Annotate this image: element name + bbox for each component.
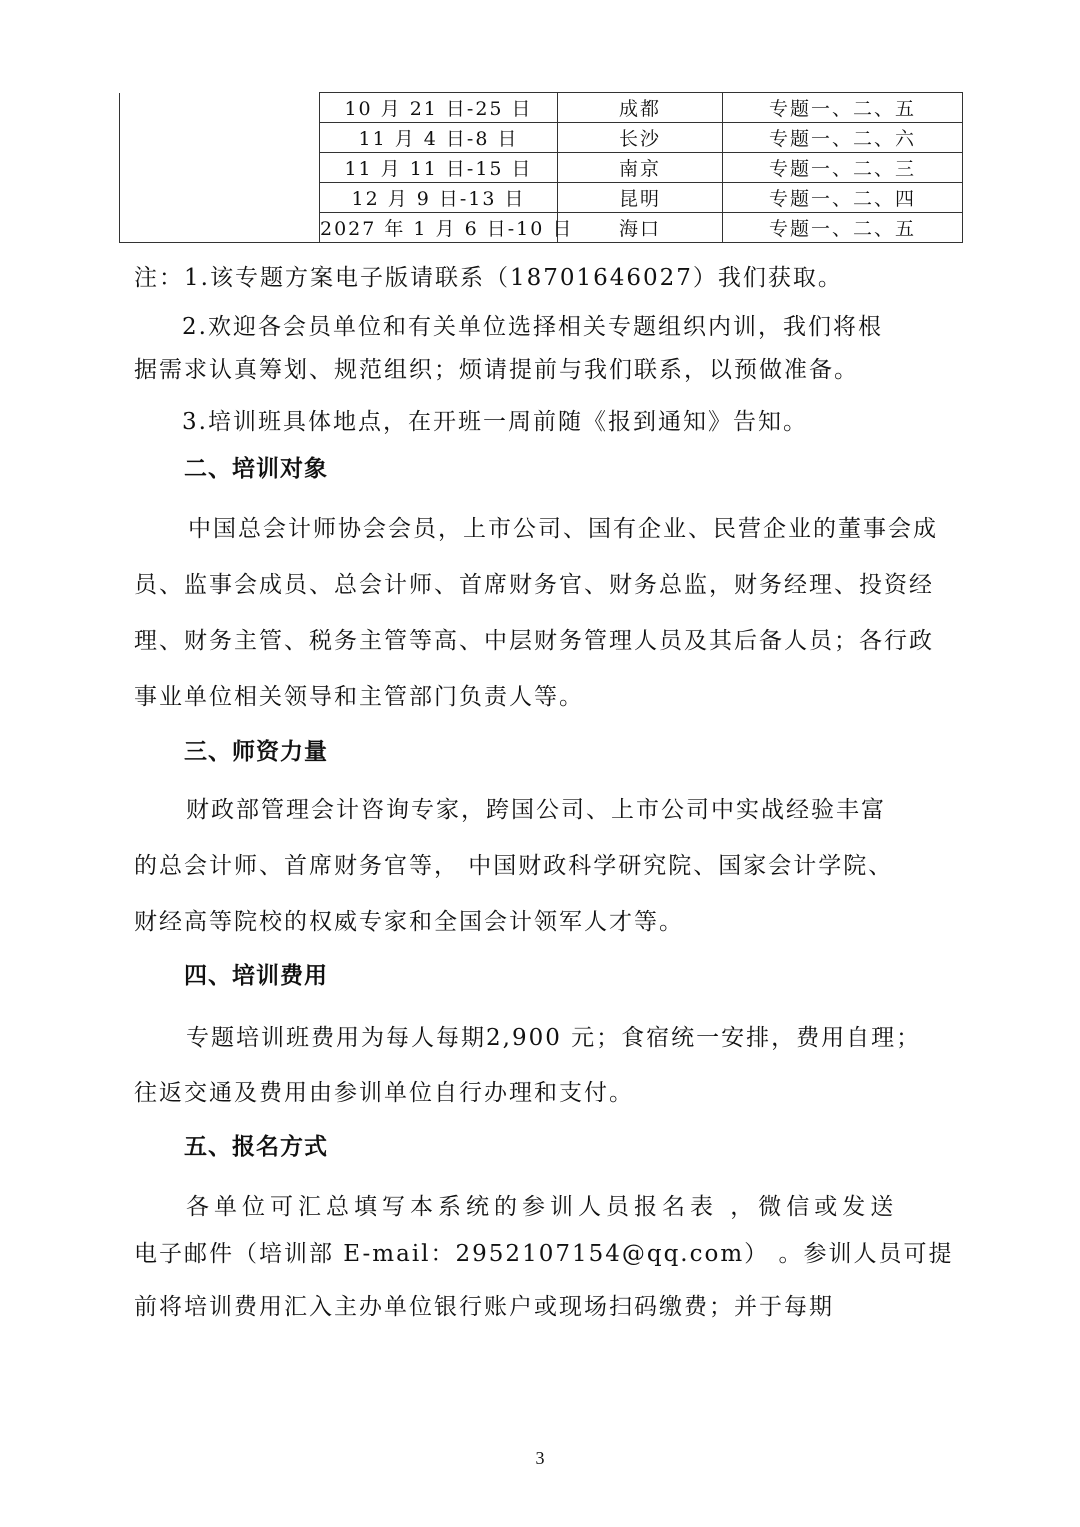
city-cell: 南京 [558, 153, 723, 183]
section-heading-faculty: 三、师资力量 [184, 739, 328, 765]
date-cell: 2027 年 1 月 6 日-10 日 [320, 213, 558, 243]
date-cell: 11 月 11 日-15 日 [320, 153, 558, 183]
city-cell: 昆明 [558, 183, 723, 213]
note-2-line-1: 2.欢迎各会员单位和有关单位选择相关专题组织内训，我们将根 [182, 314, 883, 340]
city-cell: 长沙 [558, 123, 723, 153]
schedule-table [119, 92, 963, 243]
targets-line-1: 中国总会计师协会会员，上市公司、国有企业、民营企业的董事会成 [188, 516, 938, 542]
faculty-line-2: 的总会计师、首席财务官等， 中国财政科学研究院、国家会计学院、 [134, 853, 894, 879]
topics-cell: 专题一、二、六 [723, 123, 963, 153]
section-heading-targets: 二、培训对象 [184, 456, 328, 482]
registration-line-3: 前将培训费用汇入主办单位银行账户或现场扫码缴费；并于每期 [134, 1294, 834, 1320]
topics-cell: 专题一、二、五 [723, 93, 963, 123]
faculty-line-3: 财经高等院校的权威专家和全国会计领军人才等。 [134, 909, 684, 935]
fees-line-1: 专题培训班费用为每人每期2,900 元；食宿统一安排，费用自理； [186, 1025, 922, 1051]
date-cell: 10 月 21 日-25 日 [320, 93, 558, 123]
faculty-line-1: 财政部管理会计咨询专家，跨国公司、上市公司中实战经验丰富 [186, 797, 886, 823]
note-3: 3.培训班具体地点，在开班一周前随《报到通知》告知。 [182, 409, 808, 435]
table-row [120, 93, 963, 123]
city-cell: 成都 [558, 93, 723, 123]
merged-cell [120, 93, 320, 243]
note-1: 注：1.该专题方案电子版请联系（18701646027）我们获取。 [134, 265, 843, 291]
registration-line-2: 电子邮件（培训部 E-mail：2952107154@qq.com） 。参训人员可提 [134, 1241, 954, 1267]
targets-line-2: 员、监事会成员、总会计师、首席财务官、财务总监，财务经理、投资经 [134, 572, 934, 598]
section-heading-fees: 四、培训费用 [184, 963, 328, 989]
section-heading-registration: 五、报名方式 [184, 1134, 328, 1160]
city-cell: 海口 [558, 213, 723, 243]
fees-line-2: 往返交通及费用由参训单位自行办理和支付。 [134, 1080, 634, 1106]
date-cell: 12 月 9 日-13 日 [320, 183, 558, 213]
topics-cell: 专题一、二、五 [723, 213, 963, 243]
targets-line-4: 事业单位相关领导和主管部门负责人等。 [134, 684, 584, 710]
registration-line-1: 各单位可汇总填写本系统的参训人员报名表 ，微信或发送 [186, 1194, 899, 1220]
targets-line-3: 理、财务主管、税务主管等高、中层财务管理人员及其后备人员；各行政 [134, 628, 934, 654]
page-number: 3 [535, 1448, 545, 1468]
topics-cell: 专题一、二、三 [723, 153, 963, 183]
date-cell: 11 月 4 日-8 日 [320, 123, 558, 153]
note-2-line-2: 据需求认真筹划、规范组织；烦请提前与我们联系，以预做准备。 [134, 357, 859, 383]
topics-cell: 专题一、二、四 [723, 183, 963, 213]
